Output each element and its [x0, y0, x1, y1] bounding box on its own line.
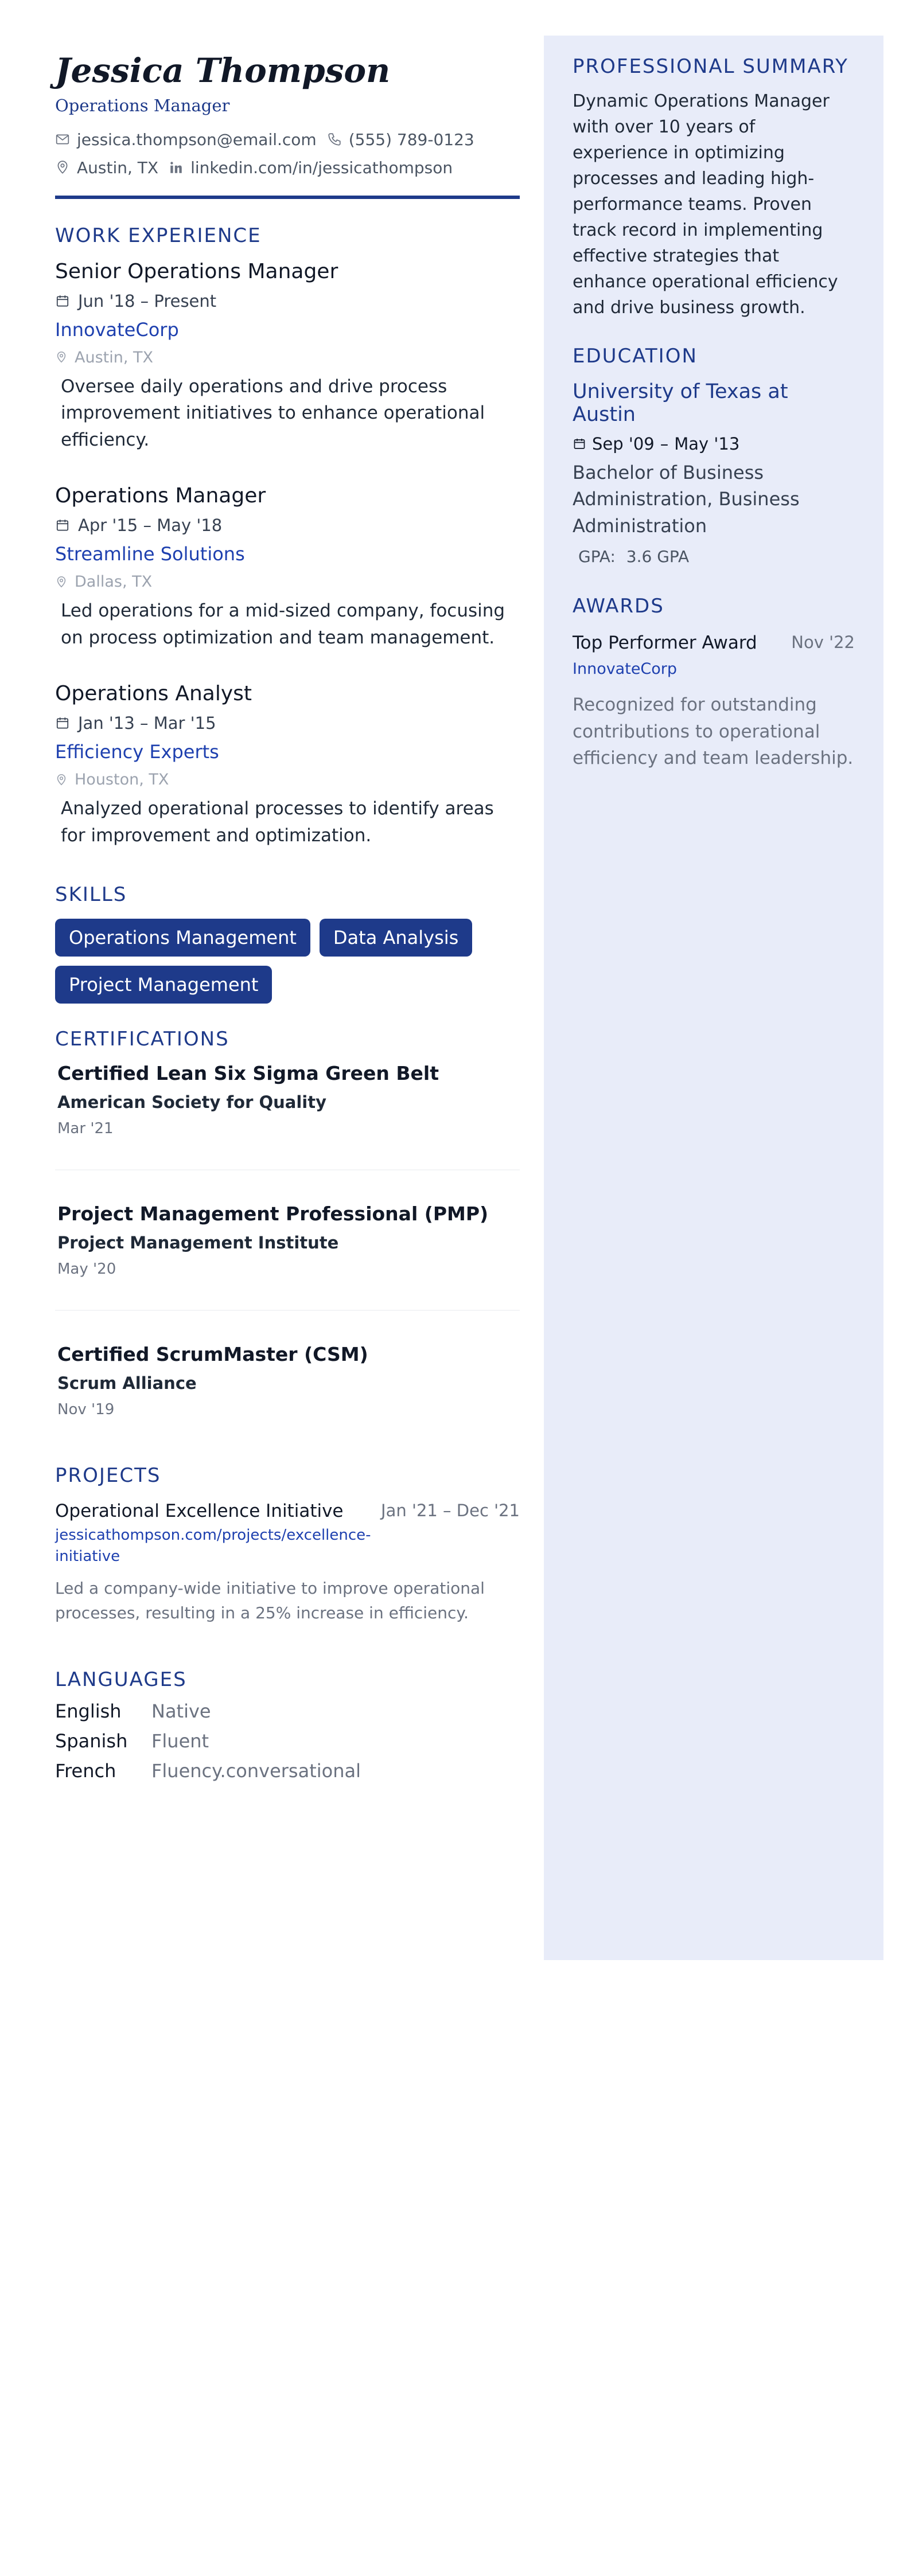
job-location: Houston, TX — [75, 771, 169, 789]
job-company: Efficiency Experts — [55, 741, 219, 763]
education-date-separator: – — [660, 434, 669, 454]
projects-section — [55, 1464, 520, 1626]
certification-name: Certified Lean Six Sigma Green Belt — [57, 1062, 439, 1085]
work-section — [55, 224, 520, 849]
phone-item[interactable] — [327, 130, 474, 149]
project-link[interactable]: jessicathompson.com/projects/excellence-initiative — [55, 1527, 371, 1565]
award-date: Nov '22 — [791, 633, 855, 653]
job-dates-row — [55, 291, 520, 311]
linkedin-text: linkedin.com/in/jessicathompson — [190, 158, 453, 177]
certifications-section — [55, 1028, 520, 1441]
summary-section-title: PROFESSIONAL SUMMARY — [573, 55, 848, 78]
projects-section-title: PROJECTS — [55, 1464, 161, 1488]
award-description: Recognized for outstanding contributions to operational efficiency and team leadership. — [573, 694, 854, 769]
contact-row-2 — [55, 158, 520, 177]
job-location-row — [55, 573, 520, 591]
location-text: Austin, TX — [77, 158, 159, 177]
language-name: French — [55, 1759, 116, 1782]
skills-section-title: SKILLS — [55, 883, 127, 907]
certification-issuer: American Society for Quality — [57, 1092, 326, 1113]
job-location: Austin, TX — [75, 348, 154, 366]
map-pin-icon — [55, 774, 68, 786]
certification-issuer: Project Management Institute — [57, 1233, 339, 1253]
email-item[interactable] — [55, 130, 317, 149]
summary-section — [573, 55, 855, 321]
email-text: jessica.thompson@email.com — [77, 130, 317, 149]
certification-date: May '20 — [57, 1260, 116, 1278]
sidebar — [544, 36, 883, 1960]
project-name: Operational Excellence Initiative — [55, 1501, 344, 1522]
map-pin-icon — [55, 576, 68, 588]
language-row — [55, 1700, 520, 1722]
languages-section — [55, 1668, 520, 1782]
calendar-icon — [55, 294, 70, 309]
job-dates-row — [55, 516, 520, 535]
phone-icon — [327, 132, 342, 147]
education-start: Sep '09 — [592, 434, 655, 454]
phone-text: (555) 789-0123 — [348, 130, 474, 149]
certification-entry — [55, 1170, 520, 1311]
certification-entry — [55, 1311, 520, 1441]
language-level: Native — [151, 1700, 211, 1722]
languages-list — [55, 1700, 520, 1782]
job-dates: Jun '18 – Present — [78, 291, 217, 311]
language-name: Spanish — [55, 1730, 128, 1752]
map-pin-icon — [55, 160, 70, 175]
certification-name: Certified ScrumMaster (CSM) — [57, 1343, 368, 1366]
job-company: Streamline Solutions — [55, 543, 245, 565]
certification-date: Nov '19 — [57, 1401, 115, 1419]
language-name: English — [55, 1700, 122, 1722]
education-end: May '13 — [674, 434, 740, 454]
education-degree: Bachelor of Business Administration, Business Administration — [573, 462, 800, 537]
gpa-value: 3.6 GPA — [626, 547, 690, 567]
job-dates: Apr '15 – May '18 — [78, 516, 223, 536]
job-entry — [55, 260, 520, 454]
job-title: Operations Manager — [55, 484, 266, 508]
job-entry — [55, 682, 520, 849]
skill-chip: Project Management — [55, 966, 272, 1004]
certification-issuer: Scrum Alliance — [57, 1373, 197, 1394]
work-section-title: WORK EXPERIENCE — [55, 224, 262, 247]
award-name: Top Performer Award — [573, 633, 757, 654]
education-section — [573, 345, 855, 566]
job-company: InnovateCorp — [55, 318, 179, 341]
job-location: Dallas, TX — [75, 573, 153, 591]
job-location-row — [55, 771, 520, 789]
skills-list — [55, 919, 525, 1004]
main-column — [55, 52, 520, 1782]
summary-text: Dynamic Operations Manager with over 10 years of experience in optimizing processes and leading high-performance teams. Proven track record in implementing effective strategies that enhance operational efficiency and drive business growth. — [573, 91, 838, 318]
skill-chip: Operations Management — [55, 919, 310, 957]
calendar-icon — [55, 518, 70, 533]
candidate-role: Operations Manager — [55, 95, 230, 115]
job-entry — [55, 484, 520, 651]
project-description: Led a company-wide initiative to improve operational processes, resulting in a 25% increase in efficiency. — [55, 1578, 485, 1623]
location-item — [55, 158, 158, 177]
awards-section-title: AWARDS — [573, 595, 664, 618]
job-dates: Jan '13 – Mar '15 — [78, 713, 216, 733]
job-description: Analyzed operational processes to identify areas for improvement and optimization. — [61, 798, 494, 846]
education-dates-row — [573, 434, 855, 454]
awards-section — [573, 595, 855, 772]
certification-name: Project Management Professional (PMP) — [57, 1203, 489, 1225]
education-school: University of Texas at Austin — [573, 380, 788, 426]
award-header — [573, 633, 855, 653]
mail-icon — [55, 132, 70, 147]
header-divider — [55, 196, 520, 199]
job-title: Operations Analyst — [55, 682, 252, 706]
gpa-label: GPA: — [578, 547, 616, 567]
map-pin-icon — [55, 351, 68, 364]
contact-row-1 — [55, 130, 520, 149]
language-level: Fluency.conversational — [151, 1759, 361, 1782]
skills-section — [55, 883, 520, 1004]
job-description: Led operations for a mid-sized company, focusing on process optimization and team management. — [61, 600, 505, 648]
certifications-section-title: CERTIFICATIONS — [55, 1028, 229, 1051]
linkedin-item[interactable] — [169, 158, 453, 177]
project-header — [55, 1501, 520, 1521]
education-gpa — [573, 547, 855, 566]
certification-date: Mar '21 — [57, 1120, 114, 1138]
job-location-row — [55, 349, 520, 366]
language-row — [55, 1760, 520, 1782]
skill-chip: Data Analysis — [320, 919, 472, 957]
language-level: Fluent — [151, 1730, 209, 1752]
job-title: Senior Operations Manager — [55, 259, 338, 283]
candidate-name: Jessica Thompson — [55, 51, 391, 90]
project-dates: Jan '21 – Dec '21 — [381, 1501, 520, 1521]
calendar-icon — [55, 716, 70, 731]
linkedin-icon — [169, 160, 184, 175]
calendar-icon — [573, 437, 586, 451]
certification-entry — [55, 1051, 520, 1170]
job-dates-row — [55, 713, 520, 733]
job-description: Oversee daily operations and drive process improvement initiatives to enhance operational efficiency. — [61, 376, 485, 450]
language-row — [55, 1730, 520, 1752]
education-section-title: EDUCATION — [573, 345, 698, 368]
award-organization: InnovateCorp — [573, 660, 678, 678]
languages-section-title: LANGUAGES — [55, 1668, 187, 1691]
